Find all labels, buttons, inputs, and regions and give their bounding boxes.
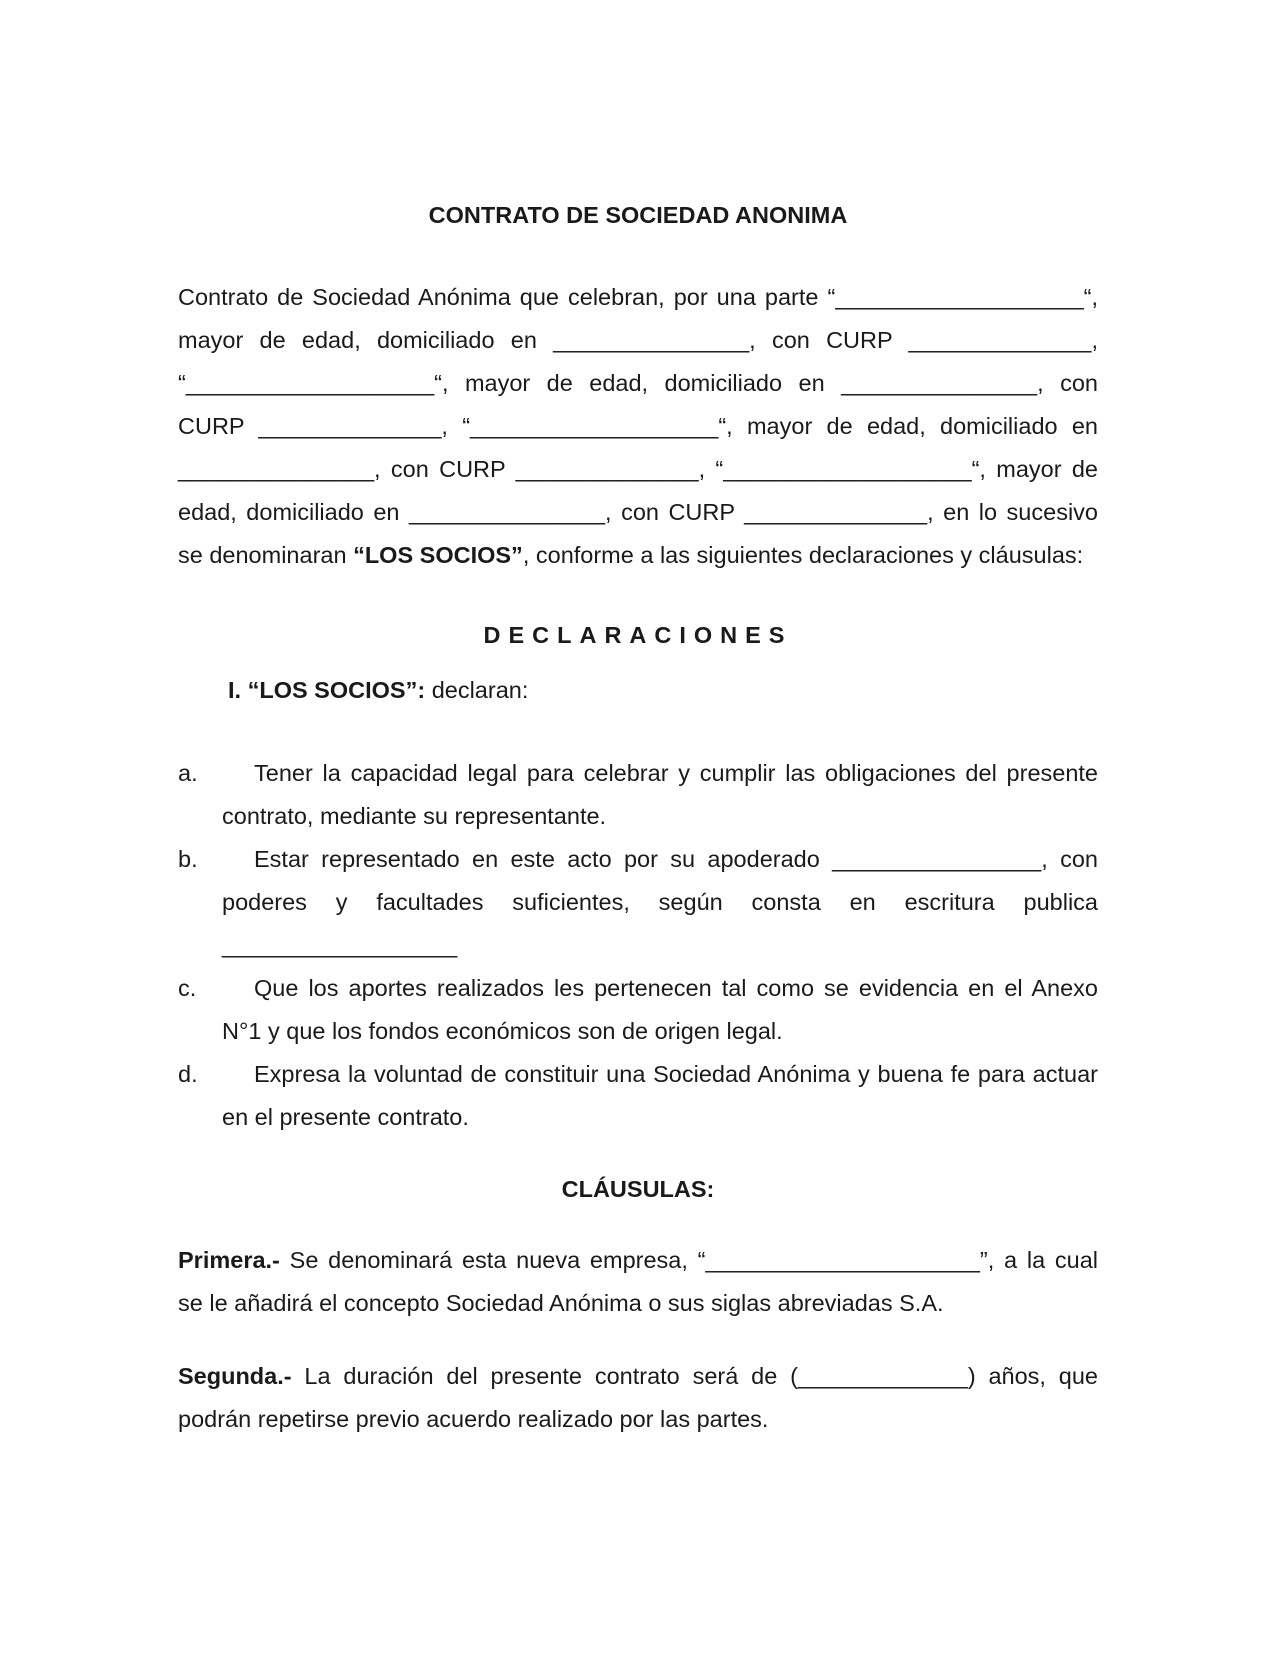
list-marker: c. <box>178 975 197 1001</box>
list-item-text: Tener la capacidad legal para celebrar y cumplir las obligaciones del presente contrato, mediante su representante. <box>222 760 1098 829</box>
list-item-text: Expresa la voluntad de constituir una Sociedad Anónima y buena fe para actuar en el presente contrato. <box>222 1061 1098 1130</box>
declaraciones-heading: DECLARACIONES <box>483 622 793 648</box>
declaraciones-section <box>178 669 1098 712</box>
los-socios-term: “LOS SOCIOS” <box>353 542 523 568</box>
document-body <box>178 198 1098 1441</box>
list-marker: b. <box>178 846 198 872</box>
list-item <box>178 752 1098 838</box>
intro-paragraph <box>178 276 1098 577</box>
clausula-text: Se denominará esta nueva empresa, “_____________________”, a la cual se le añadirá el concepto Sociedad Anónima o sus siglas abreviadas S.A. <box>178 1247 1098 1316</box>
clausula-text: La duración del presente contrato será de (_____________) años, que podrán repetirse previo acuerdo realizado por las partes. <box>178 1363 1098 1432</box>
clausula-segunda <box>178 1355 1098 1441</box>
clausula-label: Primera.- <box>178 1247 280 1273</box>
list-item <box>178 838 1098 967</box>
list-item-text: Estar representado en este acto por su apoderado ________________, con poderes y facultades suficientes, según consta en escritura publica __________________ <box>222 846 1098 958</box>
intro-text-end: , conforme a las siguientes declaraciones y cláusulas: <box>522 542 1084 568</box>
clausula-label: Segunda.- <box>178 1363 292 1389</box>
section-text: declaran: <box>425 677 529 703</box>
list-item <box>178 967 1098 1053</box>
clausulas-heading: CLÁUSULAS: <box>561 1176 715 1202</box>
clausula-primera <box>178 1239 1098 1325</box>
list-marker: a. <box>178 760 198 786</box>
list-item <box>178 1053 1098 1139</box>
intro-text: Contrato de Sociedad Anónima que celebran, por una parte “___________________“, mayor de edad, domiciliado en _______________, con CURP ______________, “___________________“, mayor de edad, domiciliado en _______________, con CURP ______________, “___________________“, mayor de edad, domiciliado en _______________, con CURP ______________, “___________________“, mayor de edad, domiciliado en _______________, con CURP ______________, en lo sucesivo se denominaran <box>178 284 1098 568</box>
document-title: CONTRATO DE SOCIEDAD ANONIMA <box>428 202 848 228</box>
list-marker: d. <box>178 1061 198 1087</box>
declaraciones-list <box>178 752 1098 1139</box>
list-item-text: Que los aportes realizados les pertenecen tal como se evidencia en el Anexo N°1 y que los fondos económicos son de origen legal. <box>222 975 1098 1044</box>
section-label: I. “LOS SOCIOS”: <box>228 677 426 703</box>
